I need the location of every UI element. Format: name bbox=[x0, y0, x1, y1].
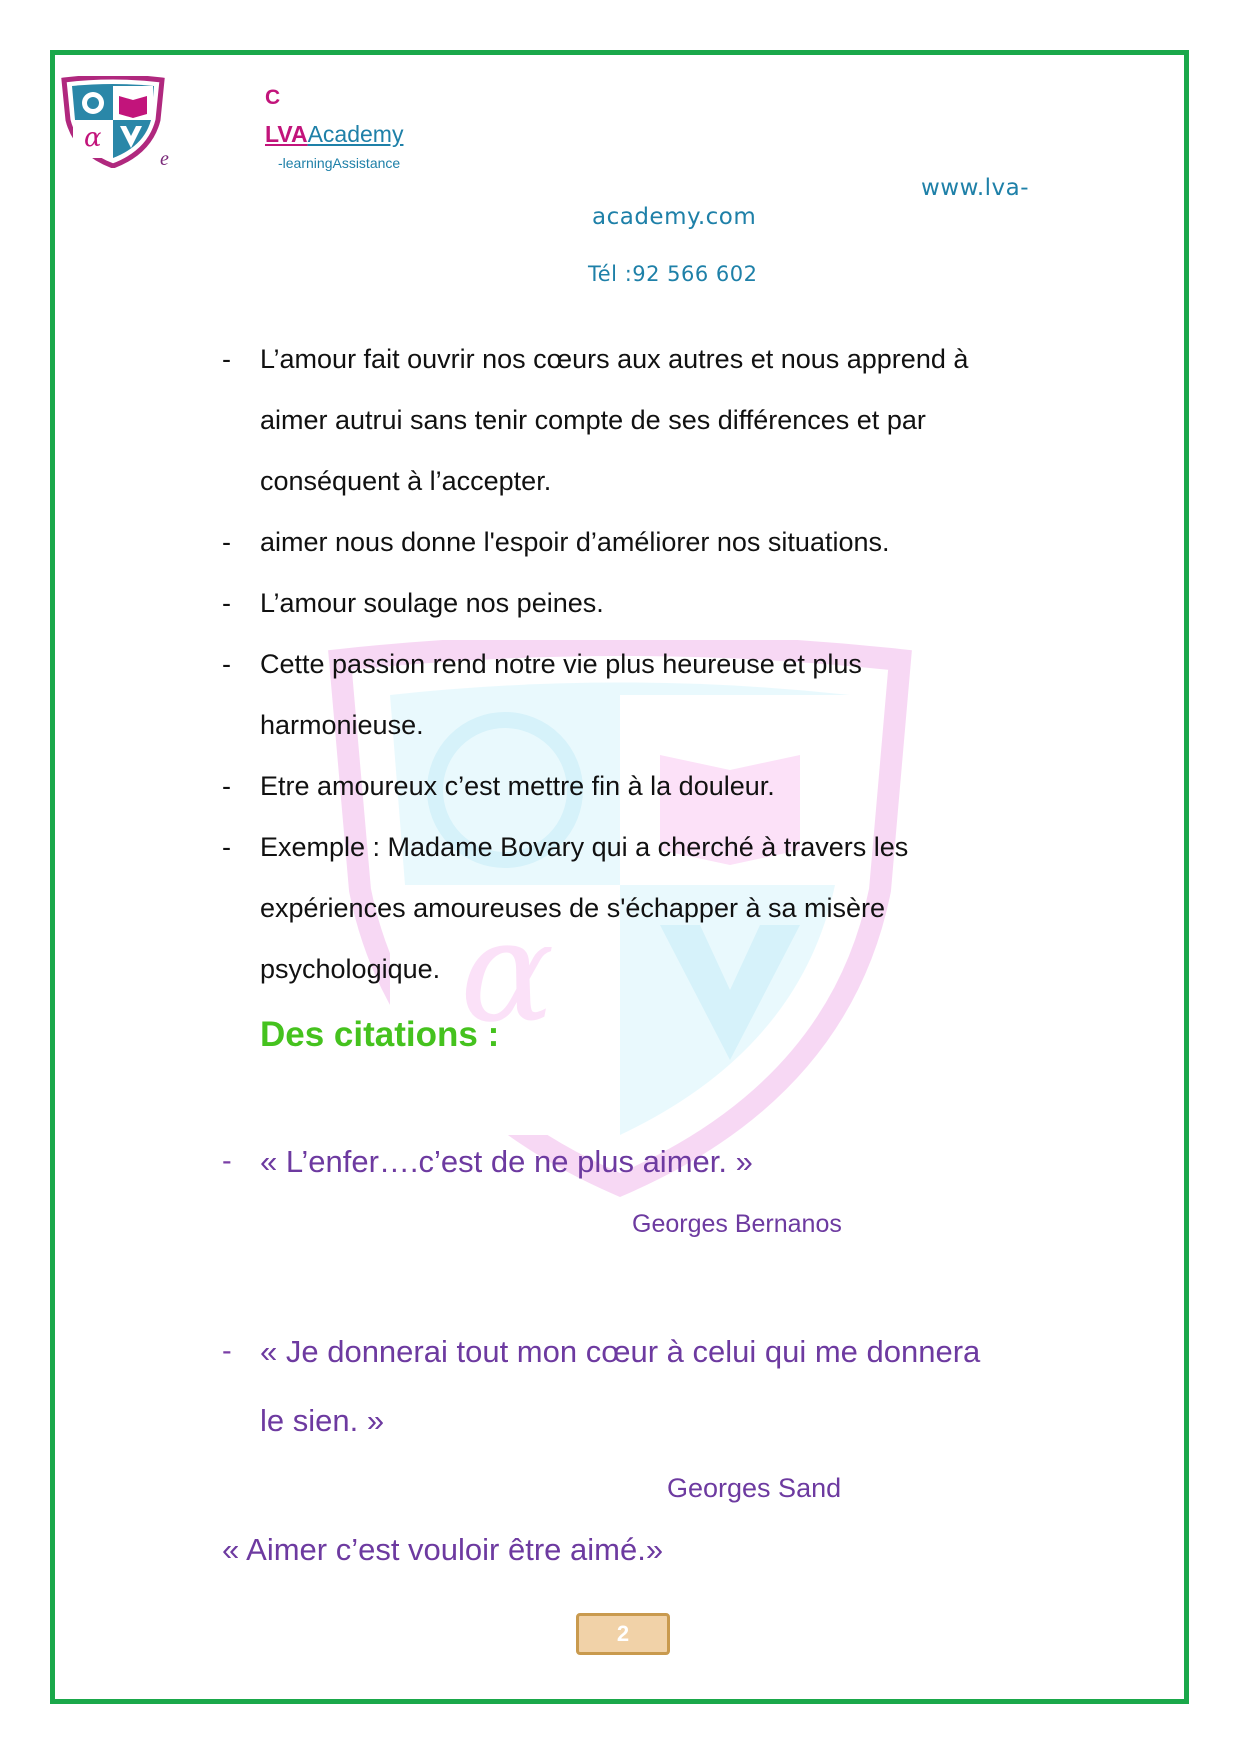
bullet-dash: - bbox=[222, 527, 231, 557]
quote-line: « L’enfer….c’est de ne plus aimer. » bbox=[260, 1144, 753, 1179]
page-number: 2 bbox=[576, 1613, 670, 1655]
bullet-dash: - bbox=[222, 344, 231, 374]
phone-number: Tél :92 566 602 bbox=[588, 262, 758, 286]
bullet-dash: - bbox=[222, 771, 231, 801]
website-part2[interactable]: academy.com bbox=[592, 204, 757, 230]
brand-c: C bbox=[265, 86, 281, 109]
bullet-line: Cette passion rend notre vie plus heureuse et plus bbox=[260, 649, 862, 679]
bullet-line: harmonieuse. bbox=[260, 710, 424, 740]
bullet-line: L’amour soulage nos peines. bbox=[260, 588, 604, 618]
quote-dash: - bbox=[222, 1335, 232, 1367]
logo-letter: e bbox=[160, 148, 169, 170]
website-part1[interactable]: www.lva- bbox=[921, 175, 1030, 201]
bullet-line: aimer nous donne l'espoir d’améliorer nos situations. bbox=[260, 527, 890, 557]
brand-lva: LVA bbox=[265, 121, 308, 147]
svg-text:α: α bbox=[460, 891, 555, 1054]
quote-line: le sien. » bbox=[260, 1403, 385, 1438]
bullet-dash: - bbox=[222, 832, 231, 862]
bullet-line: aimer autrui sans tenir compte de ses différences et par bbox=[260, 405, 926, 435]
svg-text:α: α bbox=[84, 123, 102, 153]
bullet-line: expériences amoureuses de s'échapper à sa misère bbox=[260, 893, 885, 923]
quote-author: Georges Sand bbox=[667, 1473, 842, 1503]
bullet-line: psychologique. bbox=[260, 954, 441, 984]
quote-dash: - bbox=[222, 1145, 232, 1177]
bullet-line: conséquent à l’accepter. bbox=[260, 466, 552, 496]
bullet-line: Exemple : Madame Bovary qui a cherché à travers les bbox=[260, 832, 909, 862]
bullet-dash: - bbox=[222, 649, 231, 679]
bullet-dash: - bbox=[222, 588, 231, 618]
brand-tagline: -learningAssistance bbox=[278, 155, 401, 171]
last-quote: « Aimer c’est vouloir être aimé.» bbox=[222, 1532, 664, 1567]
bullet-line: Etre amoureux c’est mettre fin à la douleur. bbox=[260, 771, 775, 801]
citations-heading: Des citations : bbox=[260, 1015, 500, 1054]
quote-line: « Je donnerai tout mon cœur à celui qui me donnera bbox=[260, 1334, 981, 1369]
quote-author: Georges Bernanos bbox=[632, 1210, 842, 1238]
brand-academy: Academy bbox=[307, 121, 404, 147]
bullet-line: L’amour fait ouvrir nos cœurs aux autres et nous apprend à bbox=[260, 344, 969, 374]
